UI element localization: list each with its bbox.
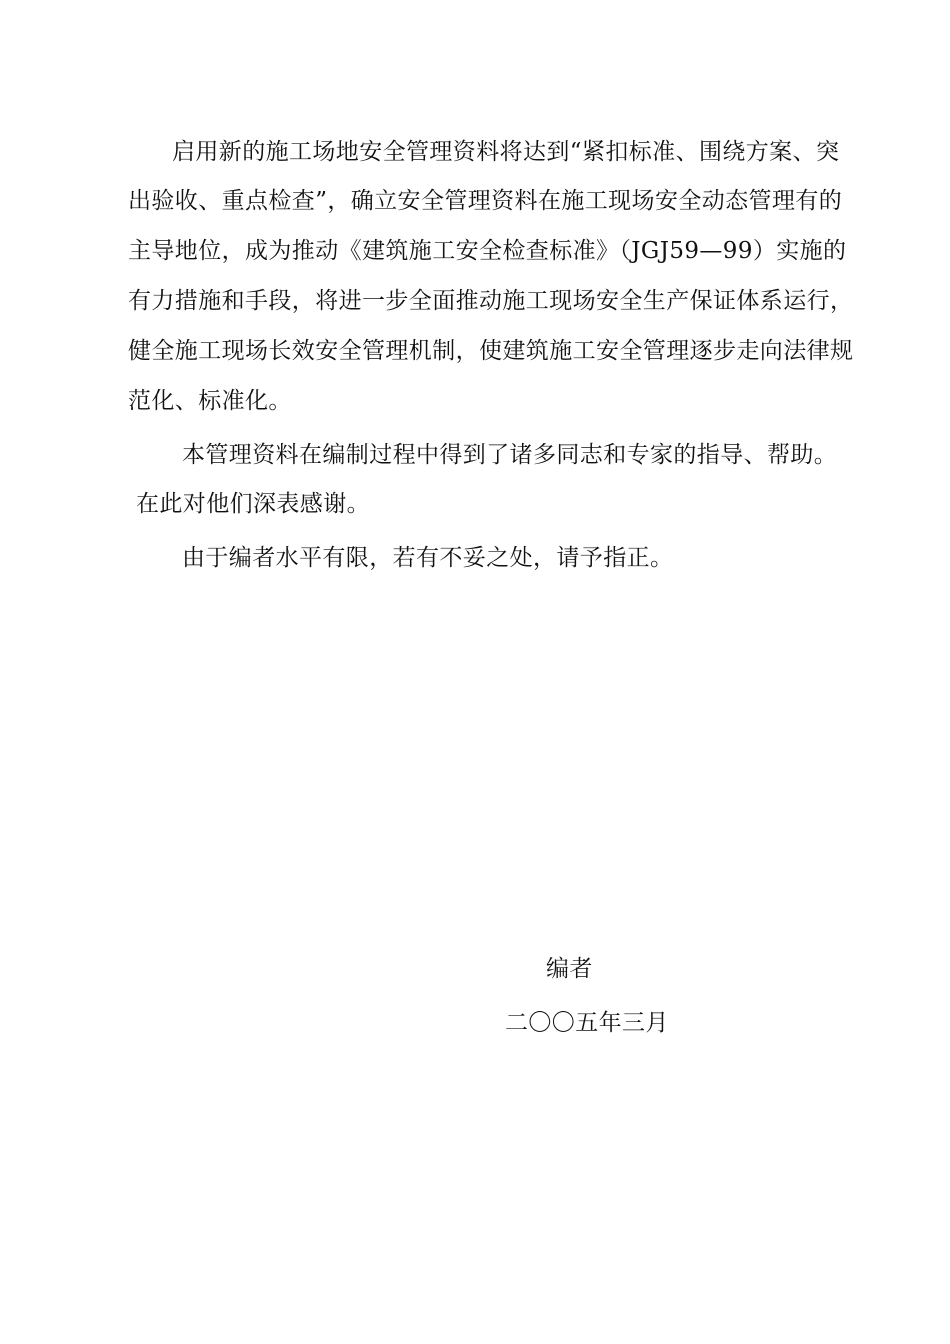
signature-date: 二〇〇五年三月 <box>505 1010 669 1036</box>
paragraph-2-line-1: 本管理资料在编制过程中得到了诸多同志和专家的指导、帮助。 <box>182 442 838 468</box>
paragraph-1-line-1: 启用新的施工场地安全管理资料将达到“紧扣标准、围绕方案、突 <box>172 139 840 165</box>
paragraph-1-line-2: 出验收、重点检查”，确立安全管理资料在施工现场安全动态管理有的 <box>128 188 843 214</box>
paragraph-2-line-2: 在此对他们深表感谢。 <box>136 491 370 517</box>
paragraph-1-line-5: 健全施工现场长效安全管理机制，使建筑施工安全管理逐步走向法律规 <box>128 338 854 364</box>
signature-author: 编者 <box>546 956 593 982</box>
paragraph-1-line-4: 有力措施和手段，将进一步全面推动施工现场安全生产保证体系运行， <box>128 288 854 314</box>
paragraph-3-line-1: 由于编者水平有限，若有不妥之处，请予指正。 <box>182 545 674 571</box>
paragraph-1-line-6: 范化、标准化。 <box>128 388 292 414</box>
paragraph-1-line-3: 主导地位，成为推动《建筑施工安全检查标准》（JGJ59—99）实施的 <box>128 238 847 264</box>
